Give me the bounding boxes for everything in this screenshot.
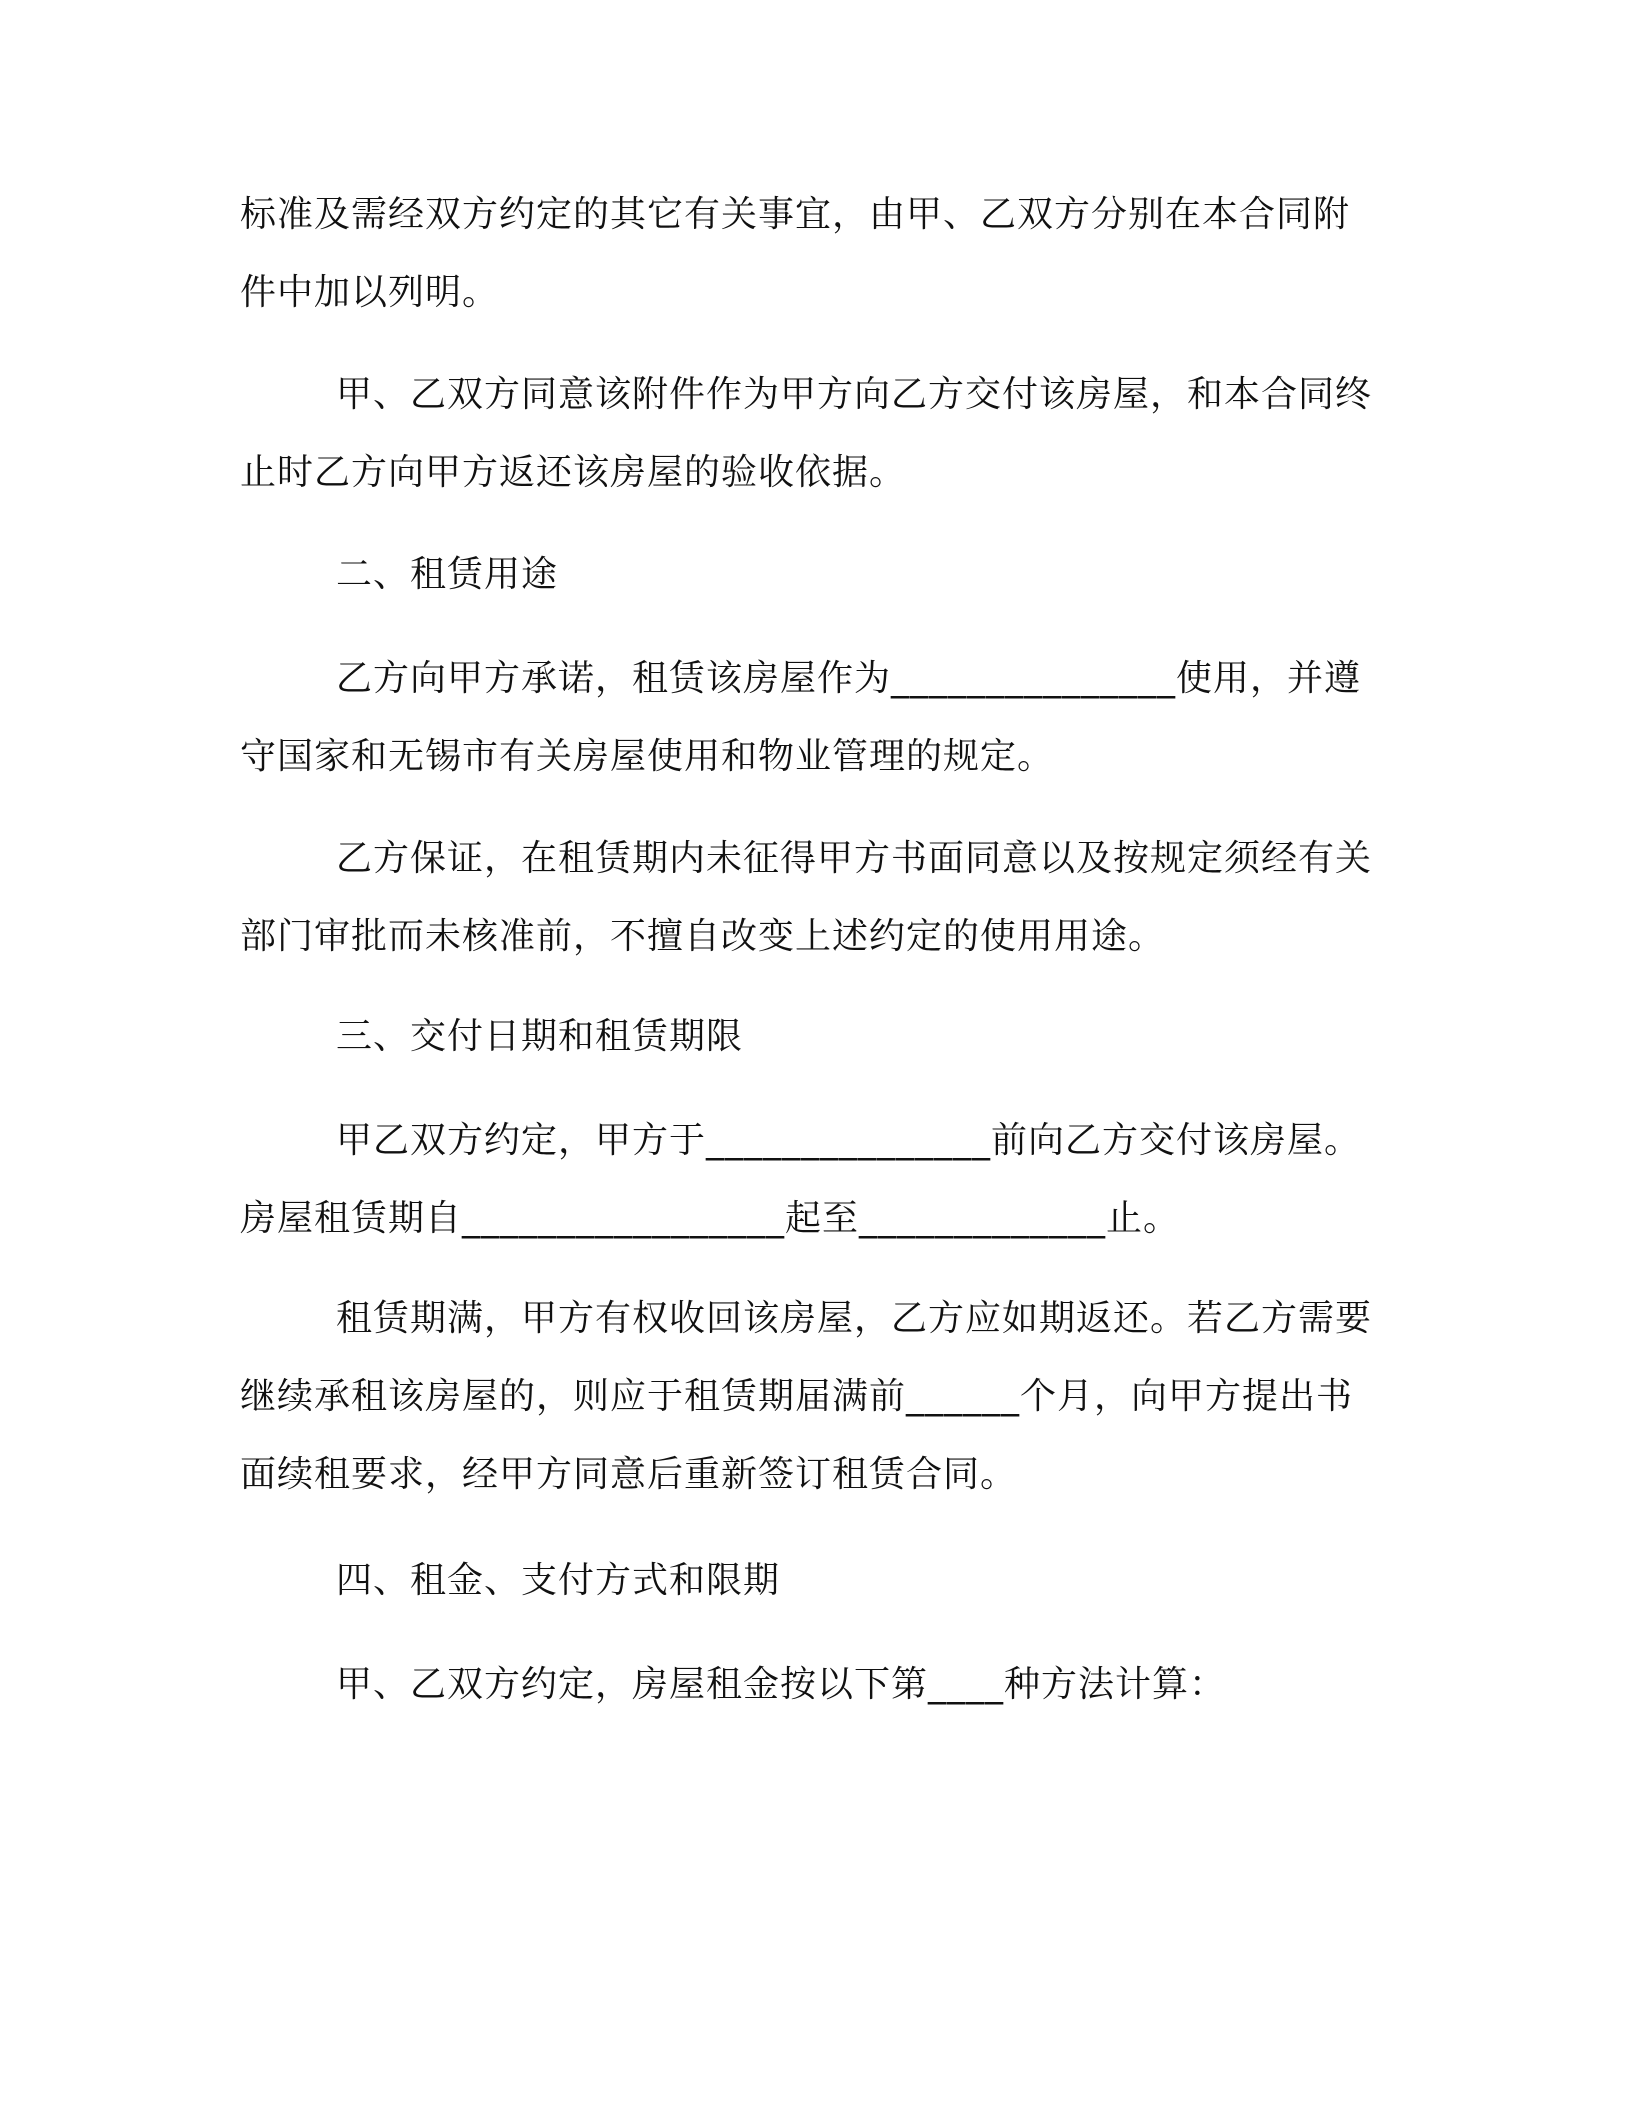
text-line: 件中加以列明。 (240, 272, 500, 313)
paragraph-attachment-matters (240, 176, 1400, 332)
section-heading: 四、租金、支付方式和限期 (336, 1560, 781, 1601)
paragraph-usage-guarantee (240, 820, 1400, 976)
text-line: 租赁期满，甲方有权收回该房屋，乙方应如期返还。若乙方需要 (336, 1298, 1373, 1339)
text-line: 房屋租赁期自_________________起至_____________止。 (240, 1198, 1181, 1239)
section-heading-rent-payment (240, 1542, 1400, 1620)
text-line: 继续承租该房屋的，则应于租赁期届满前______个月，向甲方提出书 (240, 1376, 1354, 1417)
text-line: 守国家和无锡市有关房屋使用和物业管理的规定。 (240, 736, 1055, 777)
text-line: 部门审批而未核准前，不擅自改变上述约定的使用用途。 (240, 916, 1166, 957)
text-line: 甲、乙双方约定，房屋租金按以下第____种方法计算： (336, 1664, 1227, 1705)
text-line: 面续租要求，经甲方同意后重新签订租赁合同。 (240, 1454, 1018, 1495)
text-line: 甲乙双方约定，甲方于_______________前向乙方交付该房屋。 (336, 1120, 1362, 1161)
paragraph-delivery-date (240, 1102, 1400, 1258)
paragraph-usage-commitment (240, 640, 1400, 796)
section-heading-delivery-term (240, 998, 1400, 1076)
paragraph-rent-method (240, 1646, 1400, 1724)
text-line: 乙方向甲方承诺，租赁该房屋作为_______________使用，并遵 (336, 658, 1362, 699)
text-line: 止时乙方向甲方返还该房屋的验收依据。 (240, 452, 907, 493)
text-line: 乙方保证，在租赁期内未征得甲方书面同意以及按规定须经有关 (336, 838, 1373, 879)
text-line: 标准及需经双方约定的其它有关事宜，由甲、乙双方分别在本合同附 (240, 194, 1351, 235)
section-heading-lease-purpose (240, 536, 1400, 614)
section-heading: 三、交付日期和租赁期限 (336, 1016, 744, 1057)
paragraph-acceptance-basis (240, 356, 1400, 512)
paragraph-lease-renewal (240, 1280, 1400, 1514)
text-line: 甲、乙双方同意该附件作为甲方向乙方交付该房屋，和本合同终 (336, 374, 1373, 415)
section-heading: 二、租赁用途 (336, 554, 559, 595)
